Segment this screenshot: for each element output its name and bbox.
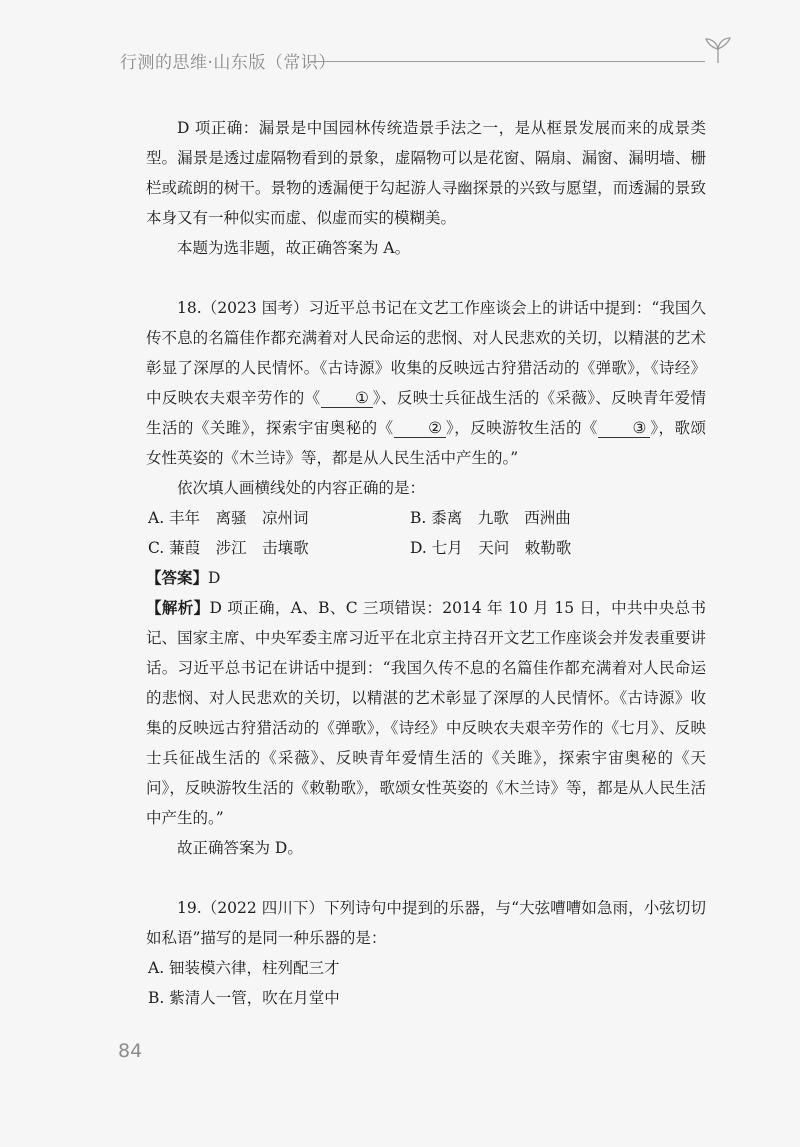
- q19-option-a: A. 钿装模六律，柱列配三才: [148, 959, 340, 977]
- header-rule: [310, 61, 705, 62]
- q18-stem: [146, 293, 706, 473]
- spacer: [146, 263, 706, 293]
- page-content: [146, 113, 706, 1013]
- q18-stem-part: 》，歌颂女性英姿的《木兰诗》等，都是从人民生活中产生的。”: [146, 419, 706, 467]
- analysis-text: D 项正确，A、B、C 三项错误：2014 年 10 月 15 日，中共中央总书记、国家主席、中央军委主席习近平在北京主持召开文艺工作座谈会并发表重要讲话。习近平总书记在讲话中提到：“我国久传不息的名篇佳作都充满着对人民命运的悲悯、对人民悲欢的关切，以精湛的艺术彰显了深厚的人民情怀。《古诗源》收集的反映远古狩猎活动的《弹歌》，《诗经》中反映农夫艰辛劳作的《七月》、反映士兵征战生活的《采薇》、反映青年爱情生活的《关雎》，探索宇宙奥秘的《天问》，反映游牧生活的《敕勒歌》，歌颂女性英姿的《木兰诗》等，都是从人民生活中产生的。”: [146, 599, 706, 827]
- q18-conclusion: 故正确答案为 D。: [177, 839, 303, 857]
- q17-conclusion: 本题为选非题，故正确答案为 A。: [177, 239, 411, 257]
- spacer: [146, 863, 706, 893]
- q18-options-row: [146, 533, 706, 563]
- q18-stem-part: 》，反映游牧生活的《: [445, 419, 598, 437]
- header-title: 行测的思维·山东版（常识）: [120, 53, 336, 73]
- q18-option-c: C. 蒹葭 涉江 击壤歌: [148, 539, 309, 557]
- q18-blank-1: ①: [321, 389, 373, 408]
- answer-value: D: [208, 569, 221, 587]
- q18-prompt: 依次填人画横线处的内容正确的是：: [177, 479, 426, 497]
- q19-stem: 19.（2022 四川下）下列诗句中提到的乐器，与“大弦嘈嘈如急雨，小弦切切如私语”描写的是同一种乐器的是：: [146, 899, 706, 947]
- option-d-explanation: D 项正确：漏景是中国园林传统造景手法之一，是从框景发展而来的成景类型。漏景是透过虚隔物看到的景象，虚隔物可以是花窗、隔扇、漏窗、漏明墙、栅栏或疏朗的树干。景物的透漏便于勾起游人寻幽探景的兴致与愿望，而透漏的景致本身又有一种似实而虚、似虚而实的模糊美。: [146, 119, 706, 227]
- q18-option-a: A. 丰年 离骚 凉州词: [148, 509, 309, 527]
- q18-option-b: B. 黍离 九歌 西洲曲: [410, 509, 571, 527]
- running-header: [120, 44, 720, 74]
- answer-label: 【答案】: [146, 569, 209, 587]
- q18-analysis: [146, 593, 706, 833]
- q18-stem-part: 18.（2023 国考）习近平总书记在文艺工作座谈会上的讲话中提到：“我国久传不息的名篇佳作都充满着对人民命运的悲悯、对人民悲欢的关切，以精湛的艺术彰显了深厚的人民情怀。《古诗源》收集的反映远古狩猎活动的《弹歌》，《诗经》中反映农夫艰辛劳作的《: [146, 299, 706, 407]
- q18-stem-part: 》、反映士兵征战生活的《采薇》、反映青年爱情生活的《关雎》，探索宇宙奥秘的《: [146, 389, 706, 437]
- q18-blank-2: ②: [394, 419, 446, 438]
- q18-blank-3: ③: [598, 419, 650, 438]
- sprout-icon: [703, 36, 733, 64]
- q18-option-d: D. 七月 天问 敕勒歌: [410, 539, 572, 557]
- analysis-label: 【解析】: [146, 599, 210, 617]
- q18-options-row: [146, 503, 706, 533]
- q18-answer: [146, 563, 706, 593]
- q19-option-b: B. 紫清人一管，吹在月堂中: [148, 989, 340, 1007]
- page-number: 84: [118, 1040, 143, 1062]
